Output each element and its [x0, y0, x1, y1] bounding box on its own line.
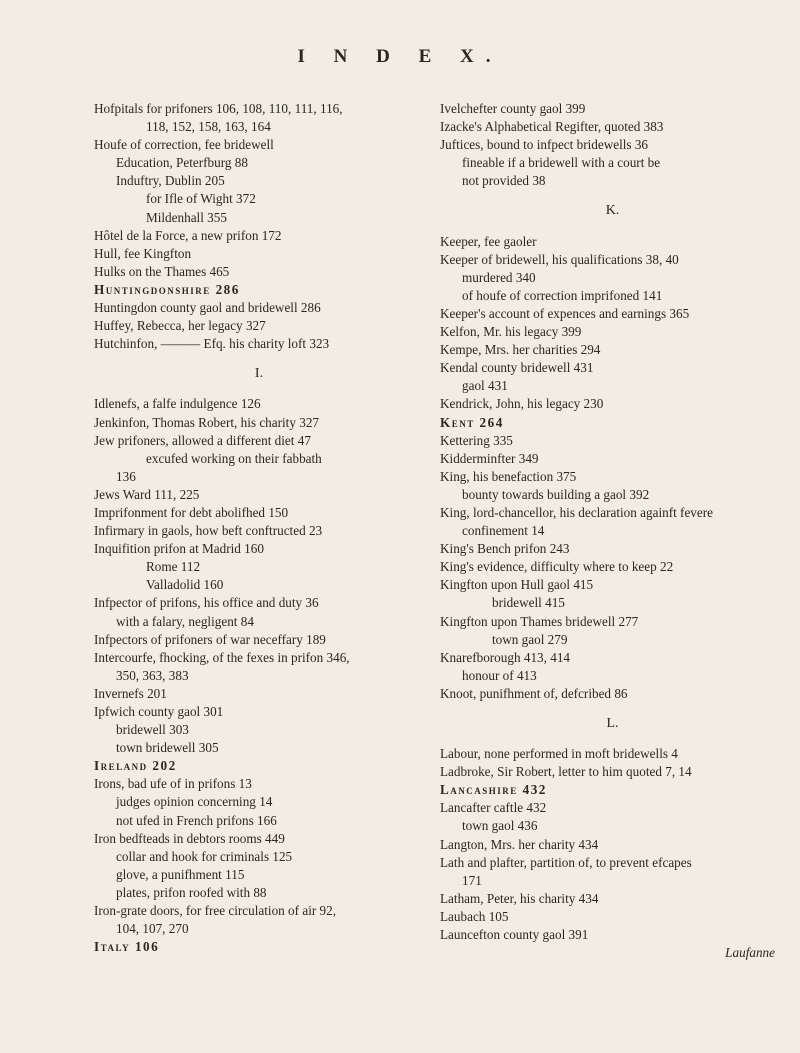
index-entry: Iron-grate doors, for free circulation of air 92, [94, 903, 337, 919]
index-entry: Kingfton upon Hull gaol 415 [440, 577, 594, 593]
index-entry: Mildenhall 355 [146, 209, 227, 225]
index-entry: Lath and plafter, partition of, to prevent efcapes [440, 854, 692, 870]
index-entry: King, his benefaction 375 [440, 468, 577, 484]
section-letter: L. [606, 716, 619, 731]
index-entry: Infpectors of prifoners of war neceffary 189 [94, 631, 326, 647]
index-entry: Iron bedfteads in debtors rooms 449 [94, 830, 285, 846]
index-entry: Valladolid 160 [146, 577, 224, 593]
index-entry: Hull, fee Kingfton [94, 245, 192, 261]
index-entry: Idlenefs, a falfe indulgence 126 [94, 396, 261, 412]
index-entry: Huntingdon county gaol and bridewell 286 [94, 300, 321, 316]
index-entry: Ipfwich county gaol 301 [94, 704, 224, 719]
index-entry: Izacke's Alphabetical Regifter, quoted 383 [440, 119, 664, 135]
index-entry: Latham, Peter, his charity 434 [440, 890, 599, 906]
index-entry: King, lord-chancellor, his declaration againft fevere [440, 504, 713, 520]
index-entry: of houfe of correction imprifoned 141 [462, 287, 663, 303]
index-entry: Invernefs 201 [94, 685, 167, 701]
index-entry: excufed working on their fabbath [146, 450, 322, 466]
index-entry: Kelfon, Mr. his legacy 399 [440, 324, 582, 340]
index-entry: town bridewell 305 [116, 740, 219, 756]
index-entry: Hutchinfon, ——— Efq. his charity loft 323 [94, 336, 330, 352]
index-entry: judges opinion concerning 14 [116, 794, 273, 810]
index-entry: honour of 413 [462, 667, 537, 683]
index-entry: Rome 112 [146, 559, 201, 575]
index-entry: Kendal county bridewell 431 [440, 360, 594, 376]
index-entry: Infirmary in gaols, how beft conftructed 23 [94, 523, 323, 539]
index-entry: confinement 14 [462, 523, 545, 539]
index-entry: Ireland 202 [94, 758, 177, 774]
index-entry: Ivelchefter county gaol 399 [440, 101, 586, 116]
index-entry: 136 [116, 468, 136, 484]
index-entry: Keeper's account of expences and earnings 365 [440, 305, 690, 321]
index-entry: collar and hook for criminals 125 [116, 848, 293, 864]
index-entry: Huntingdonshire 286 [94, 281, 240, 297]
index-entry: Kempe, Mrs. her charities 294 [440, 342, 601, 358]
index-entry: Keeper, fee gaoler [440, 233, 537, 249]
index-entry: plates, prifon roofed with 88 [116, 884, 267, 900]
index-entry: Juftices, bound to infpect bridewells 36 [440, 137, 649, 153]
index-entry: Kendrick, John, his legacy 230 [440, 396, 604, 412]
index-entry: Irons, bad ufe of in prifons 13 [94, 776, 252, 792]
index-entry: Laufanne [725, 945, 775, 961]
index-entry: Kent 264 [440, 414, 504, 430]
index-entry: Knoot, punifhment of, defcribed 86 [440, 685, 628, 701]
index-entry: Keeper of bridewell, his qualifications 38, 40 [440, 251, 679, 267]
index-entry: 350, 363, 383 [116, 667, 189, 683]
index-entry: not ufed in French prifons 166 [116, 812, 277, 828]
index-entry: fineable if a bridewell with a court be [462, 155, 661, 171]
index-entry: Labour, none performed in moft bridewells 4 [440, 746, 678, 762]
index-entry: bridewell 415 [492, 595, 565, 611]
index-entry: Intercourfe, fhocking, of the fexes in prifon 346, [94, 649, 350, 665]
index-entry: Inquifition prifon at Madrid 160 [94, 541, 264, 557]
index-entry: town gaol 436 [462, 818, 538, 834]
index-entry: Lancashire 432 [440, 782, 547, 798]
page-header: I N D E X. [297, 46, 503, 67]
index-entry: Ladbroke, Sir Robert, letter to him quoted 7, 14 [440, 764, 692, 780]
index-entry: glove, a punifhment 115 [116, 866, 245, 882]
index-entry: Huffey, Rebecca, her legacy 327 [94, 318, 266, 334]
index-entry: Infpector of prifons, his office and duty 36 [94, 595, 319, 611]
left-column [94, 100, 424, 956]
index-entry: Education, Peterfburg 88 [116, 155, 248, 171]
section-letter: K. [605, 203, 620, 219]
index-entry: Hulks on the Thames 465 [94, 263, 230, 279]
index-entry: King's Bench prifon 243 [440, 541, 570, 557]
section-letter: I. [254, 366, 264, 382]
index-entry: Jenkinfon, Thomas Robert, his charity 327 [94, 414, 320, 430]
index-entry: Launcefton county gaol 391 [440, 927, 589, 943]
index-entry: 171 [462, 872, 482, 888]
index-entry: 118, 152, 158, 163, 164 [146, 119, 271, 135]
index-entry: Langton, Mrs. her charity 434 [440, 836, 599, 852]
right-column [440, 100, 785, 962]
index-entry: 104, 107, 270 [116, 921, 189, 937]
index-entry: bounty towards building a gaol 392 [462, 486, 650, 502]
index-entry: Hôtel de la Force, a new prifon 172 [94, 227, 282, 243]
index-entry: Kettering 335 [440, 432, 513, 448]
index-entry: Induftry, Dublin 205 [116, 173, 225, 189]
index-entry: murdered 340 [462, 269, 536, 285]
index-entry: Houfe of correction, fee bridewell [94, 137, 274, 153]
index-entry: not provided 38 [462, 173, 546, 189]
index-entry: Italy 106 [94, 939, 160, 955]
index-entry: for Ifle of Wight 372 [146, 191, 256, 207]
index-entry: with a falary, negligent 84 [116, 613, 254, 629]
index-entry: town gaol 279 [492, 631, 568, 647]
index-entry: Imprifonment for debt abolifhed 150 [94, 504, 289, 520]
index-entry: bridewell 303 [116, 722, 189, 738]
index-entry: Jews Ward 111, 225 [94, 486, 200, 502]
index-entry: Jew prifoners, allowed a different diet 47 [94, 432, 311, 448]
index-entry: Lancafter caftle 432 [440, 800, 547, 816]
index-entry: King's evidence, difficulty where to keep 22 [440, 559, 674, 575]
index-entry: Kingfton upon Thames bridewell 277 [440, 613, 639, 629]
index-entry: gaol 431 [462, 378, 508, 394]
index-entry: Kidderminfter 349 [440, 450, 539, 466]
index-entry: Knarefborough 413, 414 [440, 649, 571, 665]
index-entry: Laubach 105 [440, 908, 509, 924]
index-entry: Hofpitals for prifoners 106, 108, 110, 111, 116, [94, 101, 343, 116]
